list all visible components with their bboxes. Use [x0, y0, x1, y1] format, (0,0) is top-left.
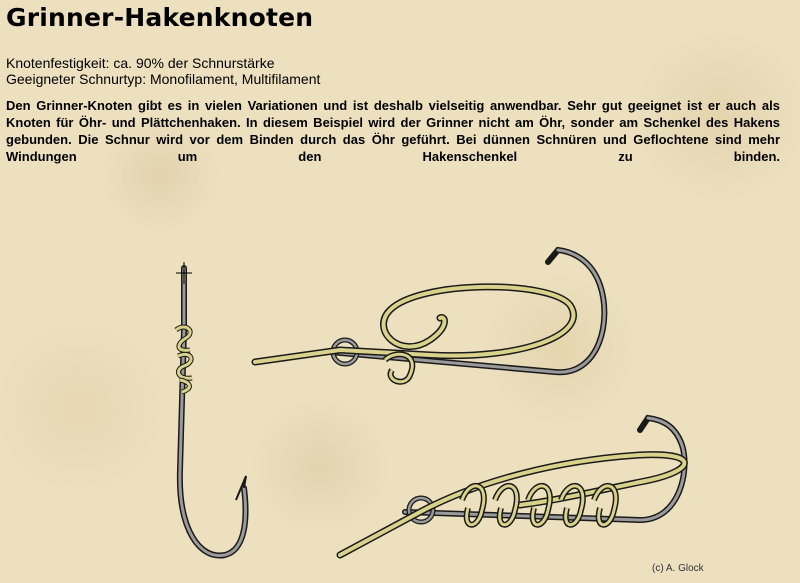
page-title: Grinner-Hakenknoten	[6, 3, 314, 32]
line-type: Geeigneter Schnurtyp: Monofilament, Multifilament	[6, 71, 321, 87]
illustration-credit: (c) A. Glock	[652, 563, 704, 574]
finished-knot-hook	[176, 262, 246, 556]
knot-description: Den Grinner-Knoten gibt es in vielen Variationen und ist deshalb vielseitig anwendbar. Sehr gut geeignet ist er auch als Knoten für Öhr- und Plättchenhaken. In diesem Beispiel wird der Grinner nicht am Öhr, sonder am Schenkel des Hakens gebunden. Die Schnur wird vor dem Binden durch das Öhr geführt. Bei dünnen Schnüren und Geflochtene sind mehr Windungen um den Hakenschenkel zu binden.	[6, 98, 780, 164]
knot-strength: Knotenfestigkeit: ca. 90% der Schnurstärke	[6, 55, 275, 71]
step1-hook	[255, 250, 604, 382]
step2-hook	[340, 418, 685, 555]
cursor-crosshair	[176, 262, 192, 284]
